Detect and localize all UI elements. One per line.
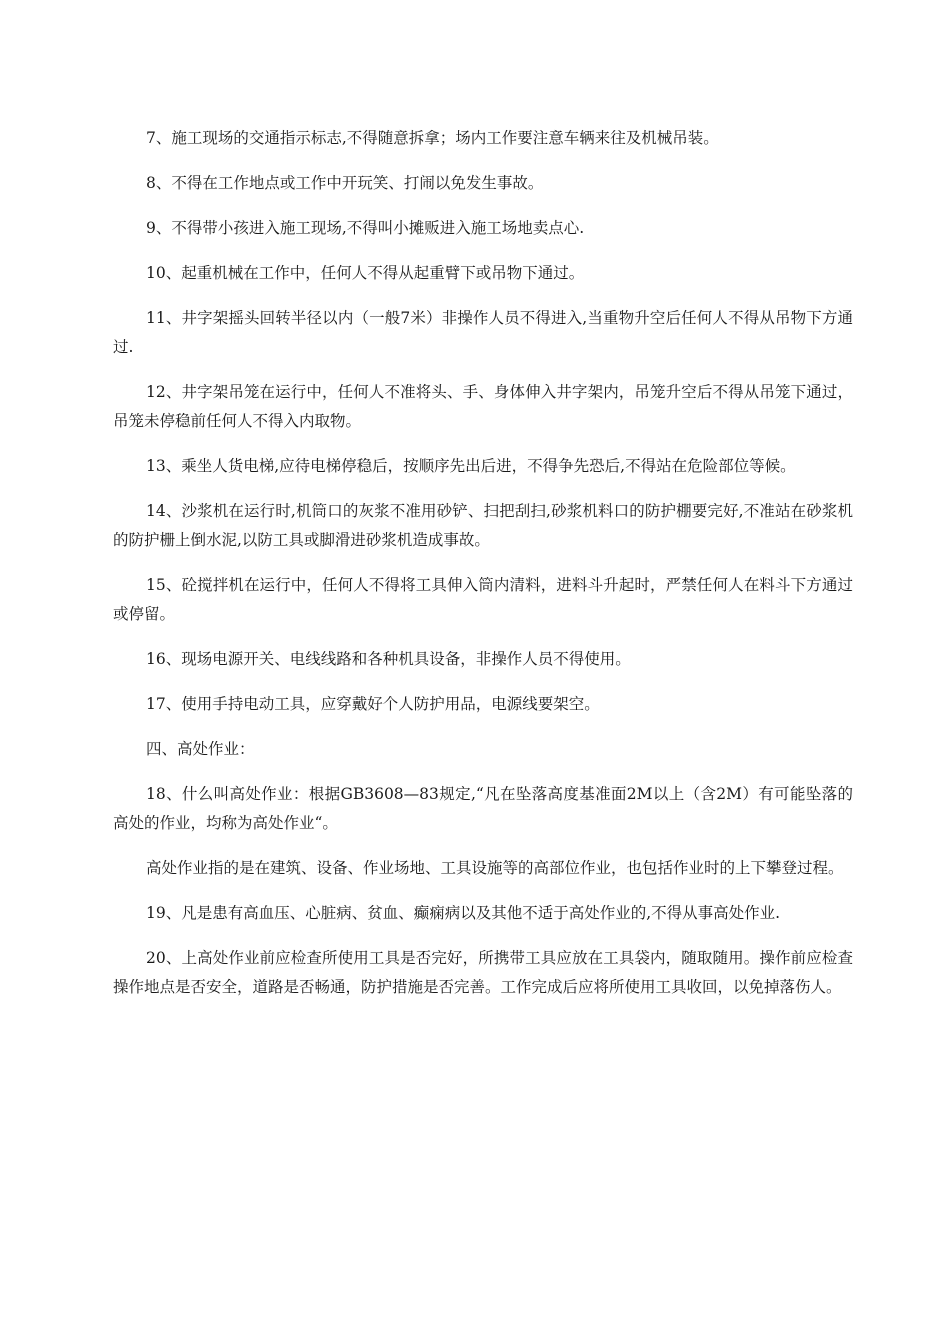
paragraph-item-9: 9、不得带小孩进入施工现场,不得叫小摊贩进入施工场地卖点心. <box>146 219 585 237</box>
paragraph-high-altitude-definition: 高处作业指的是在建筑、设备、作业场地、工具设施等的高部位作业，也包括作业时的上下攀登过程。 <box>146 859 844 877</box>
document-body <box>113 124 853 1018</box>
paragraph-item-15: 15、砼搅拌机在运行中，任何人不得将工具伸入筒内清料，进料斗升起时，严禁任何人在料斗下方通过或停留。 <box>113 576 853 623</box>
paragraph-item-8: 8、不得在工作地点或工作中开玩笑、打闹以免发生事故。 <box>146 174 544 192</box>
paragraph-item-19: 19、凡是患有高血压、心脏病、贫血、癫痫病以及其他不适于高处作业的,不得从事高处作业. <box>146 904 781 922</box>
paragraph-item-14: 14、沙浆机在运行时,机筒口的灰浆不准用砂铲、扫把刮扫,砂浆机料口的防护棚要完好,不准站在砂浆机的防护栅上倒水泥,以防工具或脚滑进砂浆机造成事故。 <box>113 502 853 549</box>
paragraph-item-11: 11、井字架摇头回转半径以内（一般7米）非操作人员不得进入,当重物升空后任何人不得从吊物下方通过. <box>113 309 853 356</box>
paragraph-item-10: 10、起重机械在工作中，任何人不得从起重臂下或吊物下通过。 <box>146 264 585 282</box>
paragraph-item-16: 16、现场电源开关、电线线路和各种机具设备，非操作人员不得使用。 <box>146 650 631 668</box>
paragraph-item-18: 18、什么叫高处作业：根据GB3608—83规定,“凡在坠落高度基准面2M以上（含2M）有可能坠落的高处的作业，均称为高处作业“。 <box>113 785 853 832</box>
paragraph-item-20: 20、上高处作业前应检查所使用工具是否完好，所携带工具应放在工具袋内，随取随用。操作前应检查操作地点是否安全，道路是否畅通，防护措施是否完善。工作完成后应将所使用工具收回，以免掉落伤人。 <box>113 949 853 996</box>
paragraph-item-17: 17、使用手持电动工具，应穿戴好个人防护用品，电源线要架空。 <box>146 695 600 713</box>
paragraph-item-13: 13、乘坐人货电梯,应待电梯停稳后，按顺序先出后进，不得争先恐后,不得站在危险部位等候。 <box>146 457 796 475</box>
section-heading-high-altitude-work: 四、高处作业： <box>146 740 255 758</box>
paragraph-item-12: 12、井字架吊笼在运行中，任何人不准将头、手、身体伸入井字架内，吊笼升空后不得从吊笼下通过，吊笼未停稳前任何人不得入内取物。 <box>113 383 853 430</box>
paragraph-item-7: 7、施工现场的交通指示标志,不得随意拆拿；场内工作要注意车辆来往及机械吊装。 <box>146 129 719 147</box>
